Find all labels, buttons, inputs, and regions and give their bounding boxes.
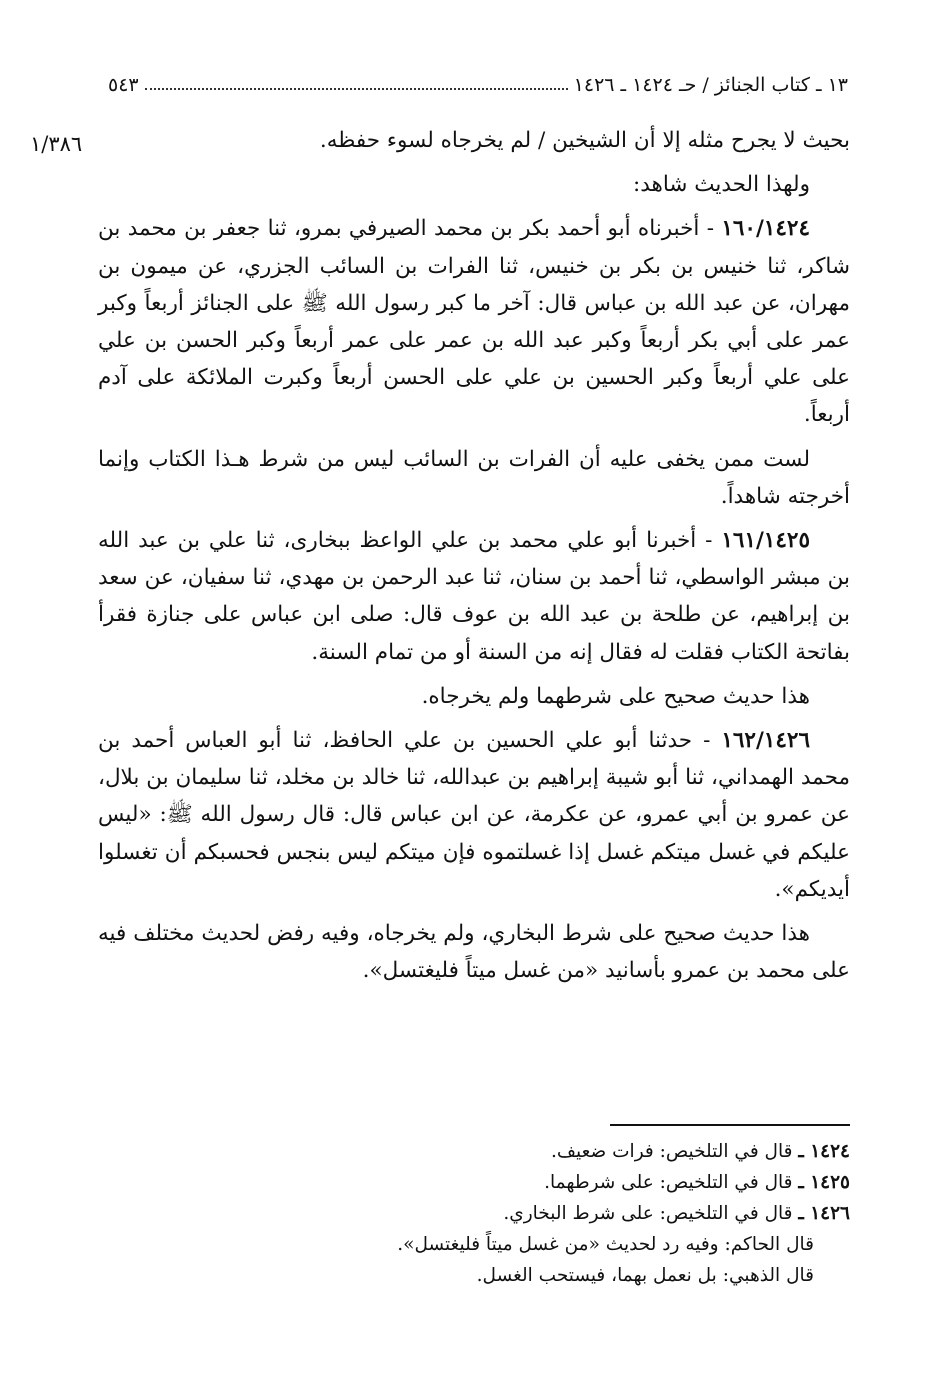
hadith-number: ١٦٢/١٤٢٦ <box>721 728 810 754</box>
paragraph-commentary-1: لست ممن يخفى عليه أن الفرات بن السائب ليس من شرط هـذا الكتاب وإنما أخرجته شاهداً. <box>98 446 850 509</box>
main-text <box>98 122 850 996</box>
margin-reference: ١/٣٨٦ <box>30 132 83 156</box>
running-header <box>108 70 848 100</box>
hadith-text: - أخبرناه أبو أحمد بكر بن محمد الصيرفي بمرو، ثنا جعفر بن محمد بن شاكر، ثنا خنيس بن بكر بن خنيس، ثنا الفرات بن السائب الجزري، عن ميمون بن مهران، عن عبد الله بن عباس قال: آخر ما كبر رسول الله ﷺ على الجنائز أربعاً وكبر عمر على أبي بكر أربعاً وكبر عبد الله بن عمر على عمر أربعاً وكبر الحسن بن علي على علي أربعاً وكبر الحسين بن علي على الحسن أربعاً وكبرت الملائكة على آدم أربعاً. <box>98 216 850 428</box>
footnote-dhahabi-note: قال الذهبي: بل نعمل بهما، فيستحب الغسل. <box>476 1265 814 1286</box>
footnote-1425 <box>300 1167 850 1198</box>
hadith-1424 <box>98 210 850 433</box>
paragraph-continuation: بحيث لا يجرح مثله إلا أن الشيخين / لم يخرجاه لسوء حفظه. <box>319 128 850 153</box>
hadith-number: ١٦٠/١٤٢٤ <box>721 216 810 242</box>
footnote-number: ١٤٢٥ ـ <box>798 1172 850 1193</box>
header-dot-leader <box>145 88 568 90</box>
hadith-text: - حدثنا أبو علي الحسين بن علي الحافظ، ثنا أبو العباس أحمد بن محمد الهمداني، ثنا أبو شيبة إبراهيم بن عبدالله، ثنا خالد بن مخلد، ثنا سليمان بن بلال، عن عمرو بن أبي عمرو، عن عكرمة، عن ابن عباس قال: قال رسول الله ﷺ: «ليس عليكم في غسل ميتكم غسل إذا غسلتموه فإن ميتكم ليس بنجس فحسبكم أن تغسلوا أيديكم». <box>98 728 850 902</box>
footnote-hakim-note: قال الحاكم: وفيه رد لحديث «من غسل ميتاً فليغتسل». <box>397 1234 814 1255</box>
page-number: ٥٤٣ <box>108 74 139 96</box>
footnote-separator <box>610 1124 850 1126</box>
footnote-1426 <box>300 1198 850 1229</box>
paragraph-grading-2: هذا حديث صحيح على شرط البخاري، ولم يخرجاه، وفيه رفض لحديث مختلف فيه على محمد بن عمرو بأسانيد «من غسل ميتاً فليغتسل». <box>98 921 850 984</box>
footnote-number: ١٤٢٦ ـ <box>798 1203 850 1224</box>
hadith-1426 <box>98 722 850 908</box>
footnote-number: ١٤٢٤ ـ <box>798 1141 850 1162</box>
footnote-1424 <box>300 1136 850 1167</box>
hadith-1425 <box>98 522 850 671</box>
hadith-text: - أخبرنا أبو علي محمد بن علي الواعظ ببخارى، ثنا علي بن عبد الله بن مبشر الواسطي، ثنا أحمد بن سنان، ثنا عبد الرحمن بن مهدي، ثنا سفيان، عن سعد بن إبراهيم، عن طلحة بن عبد الله بن عوف قال: صلى ابن عباس على جنازة فقرأ بفاتحة الكتاب فقلت له فقال إنه من السنة أو من تمام السنة. <box>98 528 850 665</box>
header-title: ١٣ ـ كتاب الجنائز / حـ ١٤٢٤ ـ ١٤٢٦ <box>573 74 848 96</box>
footnotes <box>300 1136 850 1291</box>
paragraph-grading-1: هذا حديث صحيح على شرطهما ولم يخرجاه. <box>421 683 810 709</box>
hadith-number: ١٦١/١٤٢٥ <box>721 528 810 554</box>
footnote-text: قال في التلخيص: على شرط البخاري. <box>503 1203 799 1224</box>
footnote-text: قال في التلخيص: على شرطهما. <box>544 1172 799 1193</box>
paragraph-witness-intro: ولهذا الحديث شاهد: <box>633 172 810 198</box>
footnote-text: قال في التلخيص: فرات ضعيف. <box>551 1141 799 1162</box>
